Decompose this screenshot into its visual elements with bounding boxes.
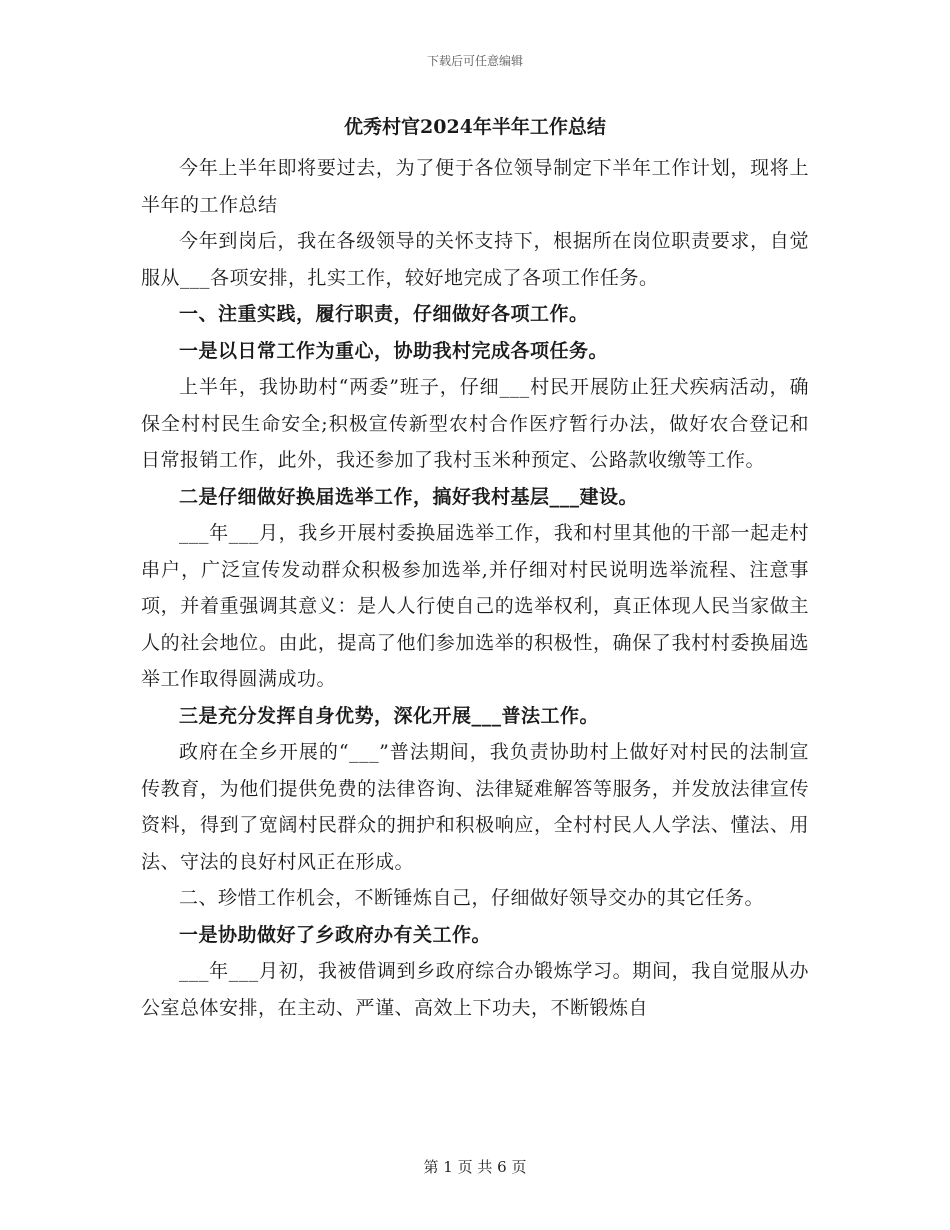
paragraph: ___年___月初，我被借调到乡政府综合办锻炼学习。期间，我自觉服从办公室总体安排，在主动、严谨、高效上下功夫，不断锻炼自 [141,960,809,1019]
subsection-heading: 一是以日常工作为重心，协助我村完成各项任务。 [179,339,609,362]
paragraph: 政府在全乡开展的“___”普法期间，我负责协助村上做好对村民的法制宣传教育，为他们提供免费的法律咨询、法律疑难解答等服务，并发放法律宣传资料，得到了宽阔村民群众的拥护和积极响应，全村村民人人学法、懂法、用法、守法的良好村风正在形成。 [141,741,809,873]
page-header-note: 下载后可任意编辑 [426,54,523,68]
subsection-heading: 三是充分发挥自身优势，深化开展___普法工作。 [179,704,600,727]
section-heading: 二、珍惜工作机会，不断锤炼自己，仔细做好领导交办的其它任务。 [179,887,765,909]
paragraph: ___年___月，我乡开展村委换届选举工作，我和村里其他的干部一起走村串户，广泛宣传发动群众积极参加选举,并仔细对村民说明选举流程、注意事项，并着重强调其意义：是人人行使自己的选举权利，真正体现人民当家做主人的社会地位。由此，提高了他们参加选举的积极性，确保了我村村委换届选举工作取得圆满成功。 [141,522,809,690]
subsection-heading: 二是仔细做好换届选举工作，搞好我村基层___建设。 [179,485,639,508]
document-title: 优秀村官2024年半年工作总结 [344,116,606,138]
subsection-heading: 一是协助做好了乡政府办有关工作。 [179,923,492,946]
paragraph: 上半年，我协助村“两委”班子，仔细___村民开展防止狂犬疾病活动，确保全村村民生命安全;积极宣传新型农村合作医疗暂行办法，做好农合登记和日常报销工作，此外，我还参加了我村玉米种预定、公路款收缴等工作。 [141,376,809,471]
paragraph: 今年上半年即将要过去，为了便于各位领导制定下半年工作计划，现将上半年的工作总结 [141,157,809,216]
document-body [141,112,809,1026]
paragraph: 今年到岗后，我在各级领导的关怀支持下，根据所在岗位职责要求，自觉服从___各项安排，扎实工作，较好地完成了各项工作任务。 [141,230,809,289]
page-number-footer: 第 1 页 共 6 页 [423,1158,527,1176]
section-heading: 一、注重实践，履行职责，仔细做好各项工作。 [179,303,589,325]
